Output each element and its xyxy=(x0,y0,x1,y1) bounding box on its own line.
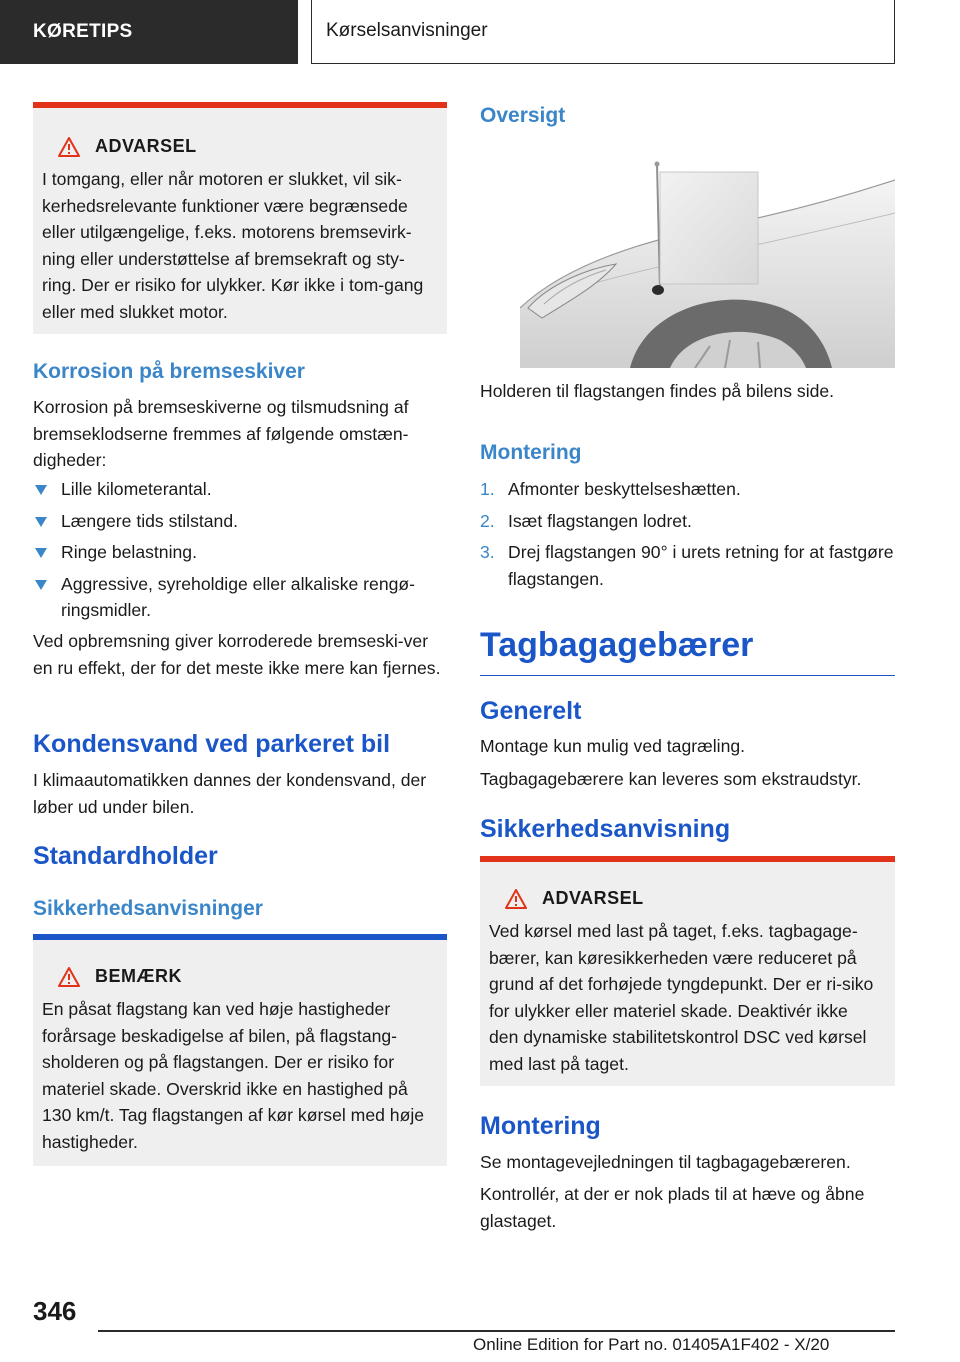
heading-standardholder: Standardholder xyxy=(33,842,218,870)
warning-triangle-icon xyxy=(58,967,80,987)
korrosion-intro: Korrosion på bremseskiverne og tilsmudsning af bremseklodserne fremmes af følgende omstæn-digheder: xyxy=(33,397,409,470)
flagpole-holder-illustration xyxy=(520,158,895,368)
warning-box-roof-load xyxy=(480,856,895,1086)
montering-text-2: Kontrollér, at der er nok plads til at hæve og åbne glastaget. xyxy=(480,1184,865,1231)
bullet-triangle-icon xyxy=(35,517,47,527)
kondensvand-text: I klimaautomatikken dannes der kondensvand, der løber ud under bilen. xyxy=(33,770,427,817)
list-item: Aggressive, syreholdige eller alkaliske rengø-ringsmidler. xyxy=(33,571,447,624)
warning-box-idle xyxy=(33,102,447,334)
montering-text-1: Se montagevejledningen til tagbagagebæreren. xyxy=(480,1152,851,1172)
list-item: Lille kilometerantal. xyxy=(33,476,447,503)
warning-title: ADVARSEL xyxy=(95,136,197,156)
footer-divider xyxy=(98,1330,895,1332)
note-heading xyxy=(58,966,433,987)
note-text: En påsat flagstang kan ved høje hastigheder forårsage beskadigelse af bilen, på flagstang-sholderen og på flagstangen. Der er risiko for materiel skade. Overskrid ikke en hastighed på 130 km/t. Tag flagstangen af kør kørsel med høje hastigheder. xyxy=(42,999,425,1152)
heading-kondensvand: Kondensvand ved parkeret bil xyxy=(33,730,391,758)
step-item: 3. Drej flagstangen 90° i urets retning for at fastgøre flagstangen. xyxy=(480,542,894,589)
footer-edition: Online Edition for Part no. 01405A1F402 - X/20 xyxy=(473,1335,830,1354)
korrosion-list xyxy=(33,476,447,624)
warning-text: I tomgang, eller når motoren er slukket, vil sik-kerhedsrelevante funktioner være begrænsede eller utilgængelige, f.eks. motorens bremsevirk-ning eller understøttelse af bremsekraft og sty-ring. Der er risiko for ulykker. Kør ikke i tom-gang eller med slukket motor. xyxy=(42,169,424,322)
generelt-text-1: Montage kun mulig ved tagræling. xyxy=(480,736,746,756)
note-box-flagstang xyxy=(33,934,447,1166)
heading-montering: Montering xyxy=(480,441,582,464)
list-item: Længere tids stilstand. xyxy=(33,508,447,535)
warning-title: ADVARSEL xyxy=(542,888,644,908)
warning-heading xyxy=(505,888,881,909)
heading-oversigt: Oversigt xyxy=(480,104,566,127)
warning-heading xyxy=(58,136,433,157)
heading-korrosion: Korrosion på bremseskiver xyxy=(33,360,305,383)
note-title: BEMÆRK xyxy=(95,966,182,986)
section-tab: KØRETIPS xyxy=(0,0,298,64)
heading-generelt: Generelt xyxy=(480,697,582,725)
warning-triangle-icon xyxy=(505,889,527,909)
bullet-triangle-icon xyxy=(35,580,47,590)
generelt-text-2: Tagbagagebærere kan leveres som ekstraudstyr. xyxy=(480,769,862,789)
heading-sikkerhedsanvisning: Sikkerhedsanvisning xyxy=(480,815,731,843)
heading-montering-tag: Montering xyxy=(480,1112,601,1140)
bullet-triangle-icon xyxy=(35,548,47,558)
korrosion-outro: Ved opbremsning giver korroderede bremseski-ver en ru effekt, der for det meste ikke mere kan fjernes. xyxy=(33,631,441,678)
page-number: 346 xyxy=(33,1296,77,1326)
warning-triangle-icon xyxy=(58,137,80,157)
chapter-title: Kørselsanvisninger xyxy=(311,0,895,64)
bullet-triangle-icon xyxy=(35,485,47,495)
section-title-tagbagagebaerer: Tagbagagebærer xyxy=(480,626,895,676)
list-item: Ringe belastning. xyxy=(33,539,447,566)
montering-steps xyxy=(480,476,895,592)
step-item: 1. Afmonter beskyttelseshætten. xyxy=(480,479,741,499)
warning-text: Ved kørsel med last på taget, f.eks. tagbagage-bærer, kan køresikkerheden være reduceret på grund af det forhøjede tyngdepunkt. Der er ri-siko for ulykker eller materiel skade. Deaktivér ikke den dynamiske stabilitetskontrol DSC ved kørsel med last på taget. xyxy=(489,921,874,1074)
figure-caption: Holderen til flagstangen findes på bilens side. xyxy=(480,381,835,401)
heading-sikkerhedsanvisninger: Sikkerhedsanvisninger xyxy=(33,897,263,920)
step-item: 2. Isæt flagstangen lodret. xyxy=(480,510,692,531)
